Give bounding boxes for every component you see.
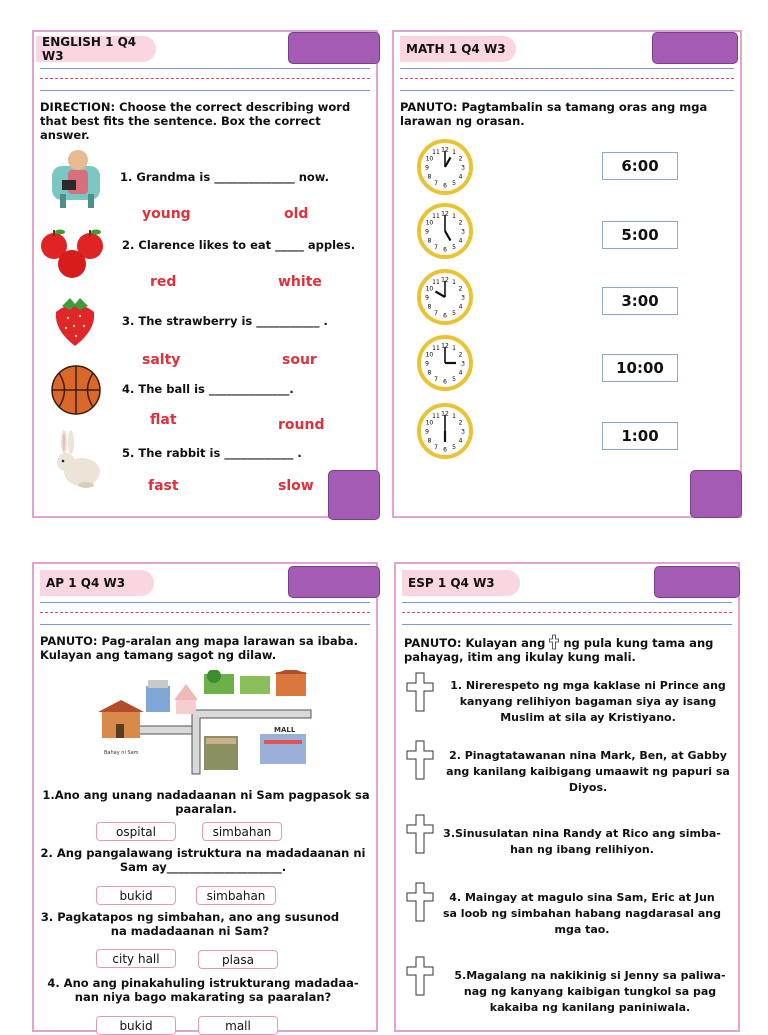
svg-text:11: 11 — [432, 212, 440, 220]
svg-text:6: 6 — [443, 378, 447, 386]
svg-text:2: 2 — [458, 285, 463, 293]
svg-text:1: 1 — [452, 212, 456, 220]
svg-text:11: 11 — [432, 344, 440, 352]
esp-direction-end: ng pula kung tama ang pahayag, itim ang ikulay kung mali. — [404, 636, 714, 664]
esp-statement-3: 3.Sinusulatan nina Randy at Rico ang simba- han ng ibang relihiyon. — [443, 827, 721, 856]
svg-text:4: 4 — [458, 237, 463, 245]
svg-text:1: 1 — [452, 278, 456, 286]
basketball-icon — [50, 364, 102, 416]
svg-text:6: 6 — [443, 446, 447, 454]
svg-text:8: 8 — [427, 369, 432, 377]
svg-text:9: 9 — [425, 428, 429, 436]
esp-statement-4: 4. Maingay at magulo sina Sam, Eric at Jun sa loob ng simbahan habang nagdarasal ang mga tao. — [443, 891, 721, 936]
english-choice-1a[interactable]: young — [142, 206, 191, 222]
svg-text:7: 7 — [434, 244, 438, 252]
english-corner-box[interactable] — [328, 470, 380, 520]
english-score-box[interactable] — [288, 32, 380, 64]
svg-text:7: 7 — [434, 180, 438, 188]
svg-text:4: 4 — [458, 173, 463, 181]
english-choice-1b[interactable]: old — [284, 206, 309, 222]
english-direction: DIRECTION: Choose the correct describing word that best fits the sentence. Box the correct answer. — [40, 100, 351, 142]
cross-icon-4[interactable] — [406, 882, 434, 922]
svg-text:3: 3 — [461, 294, 465, 302]
clock-icon-1[interactable] — [416, 138, 474, 196]
english-question-4: 4. The ball is ______________. — [122, 382, 294, 396]
svg-text:8: 8 — [427, 437, 432, 445]
svg-text:1: 1 — [452, 412, 456, 420]
apples-icon — [38, 226, 108, 282]
ap-worksheet — [32, 562, 378, 1032]
svg-text:10: 10 — [425, 155, 434, 163]
svg-text:8: 8 — [427, 303, 432, 311]
english-question-1: 1. Grandma is ______________ now. — [120, 170, 330, 184]
strawberry-icon — [50, 294, 100, 348]
svg-text:8: 8 — [427, 237, 432, 245]
english-worksheet — [32, 30, 378, 518]
english-question-5: 5. The rabbit is ____________ . — [122, 446, 302, 460]
svg-text:7: 7 — [434, 310, 438, 318]
english-question-2: 2. Clarence likes to eat _____ apples. — [122, 238, 356, 252]
time-box-4[interactable]: 10:00 — [602, 354, 678, 382]
svg-text:10: 10 — [425, 351, 434, 359]
svg-text:8: 8 — [427, 173, 432, 181]
svg-text:5: 5 — [452, 244, 456, 252]
english-choice-2a[interactable]: red — [150, 274, 177, 290]
ap-choice-2a[interactable]: bukid — [96, 886, 176, 905]
clock-icon-2[interactable] — [416, 202, 474, 260]
ap-title-tab — [40, 570, 154, 596]
svg-text:3: 3 — [461, 428, 465, 436]
math-direction: PANUTO: Pagtambalin sa tamang oras ang mga larawan ng orasan. — [400, 100, 708, 128]
cross-icon-1[interactable] — [406, 672, 434, 712]
esp-statement-5: 5.Magalang na nakikinig si Jenny sa paliwa- nag ng kanyang kaibigan tungkol sa pag kakaiba ng kanilang paniniwala. — [454, 969, 726, 1014]
ap-choice-1a[interactable]: ospital — [96, 822, 176, 841]
svg-text:7: 7 — [434, 376, 438, 384]
english-title-tab — [36, 36, 156, 62]
svg-text:5: 5 — [452, 310, 456, 318]
cross-icon-2[interactable] — [406, 740, 434, 780]
ap-choice-3a[interactable]: city hall — [96, 949, 176, 968]
ap-choice-2b[interactable]: simbahan — [196, 886, 276, 905]
clock-icon-4[interactable] — [416, 334, 474, 392]
svg-text:9: 9 — [425, 360, 429, 368]
svg-text:9: 9 — [425, 228, 429, 236]
ap-direction: PANUTO: Pag-aralan ang mapa larawan sa ibaba. Kulayan ang tamang sagot ng dilaw. — [40, 634, 358, 662]
svg-text:2: 2 — [458, 419, 463, 427]
esp-title: ESP 1 Q4 W3 — [408, 576, 495, 590]
time-box-5[interactable]: 1:00 — [602, 422, 678, 450]
svg-text:5: 5 — [452, 444, 456, 452]
clock-icon-5[interactable] — [416, 402, 474, 460]
svg-text:2: 2 — [458, 155, 463, 163]
svg-text:4: 4 — [458, 369, 463, 377]
svg-text:1: 1 — [452, 344, 456, 352]
english-choice-3a[interactable]: salty — [142, 352, 181, 368]
ap-question-4: 4. Ano ang pinakahuling istrukturang madadaa- nan niya bago makarating sa paaralan? — [47, 976, 359, 1004]
english-choice-5a[interactable]: fast — [148, 478, 179, 494]
svg-text:6: 6 — [443, 182, 447, 190]
math-score-box[interactable] — [652, 32, 738, 64]
svg-text:4: 4 — [458, 303, 463, 311]
svg-text:5: 5 — [452, 180, 456, 188]
english-choice-2b[interactable]: white — [278, 274, 322, 290]
svg-text:10: 10 — [425, 419, 434, 427]
grandma-icon — [48, 144, 104, 212]
time-box-2[interactable]: 5:00 — [602, 221, 678, 249]
ap-choice-3b[interactable]: plasa — [198, 950, 278, 969]
english-choice-4a[interactable]: flat — [150, 412, 177, 428]
english-choice-3b[interactable]: sour — [282, 352, 317, 368]
svg-text:11: 11 — [432, 278, 440, 286]
esp-title-tab — [402, 570, 520, 596]
ap-score-box[interactable] — [288, 566, 380, 598]
math-title: MATH 1 Q4 W3 — [406, 42, 506, 56]
math-worksheet — [392, 30, 742, 518]
svg-text:12: 12 — [441, 410, 449, 418]
ap-question-2: 2. Ang pangalawang istruktura na madadaanan ni Sam ay____________________. — [40, 846, 366, 874]
cross-icon-5[interactable] — [406, 956, 434, 996]
ap-title: AP 1 Q4 W3 — [46, 576, 126, 590]
english-choice-4b[interactable]: round — [278, 417, 325, 433]
svg-text:2: 2 — [458, 351, 463, 359]
math-corner-box[interactable] — [690, 470, 742, 518]
english-choice-5b[interactable]: slow — [278, 478, 314, 494]
svg-text:9: 9 — [425, 294, 429, 302]
ap-question-3: 3. Pagkatapos ng simbahan, ano ang susunod na madadaanan ni Sam? — [40, 910, 340, 938]
esp-statement-2: 2. Pinagtatawanan nina Mark, Ben, at Gabby ang kanilang kaibigang umaawit ng papuri sa Diyos. — [446, 749, 730, 794]
ap-question-1: 1.Ano ang unang nadadaanan ni Sam pagpasok sa paaralan. — [42, 788, 370, 816]
english-title: ENGLISH 1 Q4 W3 — [42, 35, 137, 63]
rabbit-icon — [54, 430, 104, 490]
ap-map — [96, 670, 316, 782]
clock-icon-3[interactable] — [416, 268, 474, 326]
svg-text:7: 7 — [434, 444, 438, 452]
esp-direction-start: PANUTO: Kulayan ang — [404, 636, 546, 650]
svg-text:10: 10 — [425, 285, 434, 293]
svg-text:12: 12 — [441, 146, 449, 154]
cross-icon — [549, 634, 559, 650]
svg-text:4: 4 — [458, 437, 463, 445]
svg-text:3: 3 — [461, 164, 465, 172]
map-home-label: Bahay ni Sam — [104, 750, 139, 756]
esp-direction — [404, 634, 740, 664]
time-box-3[interactable]: 3:00 — [602, 287, 678, 315]
svg-text:3: 3 — [461, 360, 465, 368]
svg-text:11: 11 — [432, 148, 440, 156]
ap-choice-1b[interactable]: simbahan — [202, 822, 282, 841]
svg-text:2: 2 — [458, 219, 463, 227]
ap-choice-4b[interactable]: mall — [198, 1016, 278, 1035]
svg-text:12: 12 — [441, 276, 449, 284]
cross-icon-3[interactable] — [406, 814, 434, 854]
svg-text:10: 10 — [425, 219, 434, 227]
svg-text:3: 3 — [461, 228, 465, 236]
esp-score-box[interactable] — [654, 566, 740, 598]
svg-text:5: 5 — [452, 376, 456, 384]
svg-text:6: 6 — [443, 312, 447, 320]
ap-choice-4a[interactable]: bukid — [96, 1016, 176, 1035]
english-question-3: 3. The strawberry is ___________ . — [122, 314, 328, 328]
svg-text:6: 6 — [443, 246, 447, 254]
esp-worksheet — [394, 562, 740, 1032]
svg-text:12: 12 — [441, 210, 449, 218]
svg-text:11: 11 — [432, 412, 440, 420]
svg-text:1: 1 — [452, 148, 456, 156]
map-mall-label: MALL — [274, 726, 296, 734]
svg-text:9: 9 — [425, 164, 429, 172]
svg-text:12: 12 — [441, 342, 449, 350]
esp-statement-1: 1. Nirerespeto ng mga kaklase ni Prince ang kanyang relihiyon bagaman siya ay isang Muslim at sila ay Kristiyano. — [450, 679, 726, 724]
time-box-1[interactable]: 6:00 — [602, 152, 678, 180]
math-title-tab — [400, 36, 516, 62]
